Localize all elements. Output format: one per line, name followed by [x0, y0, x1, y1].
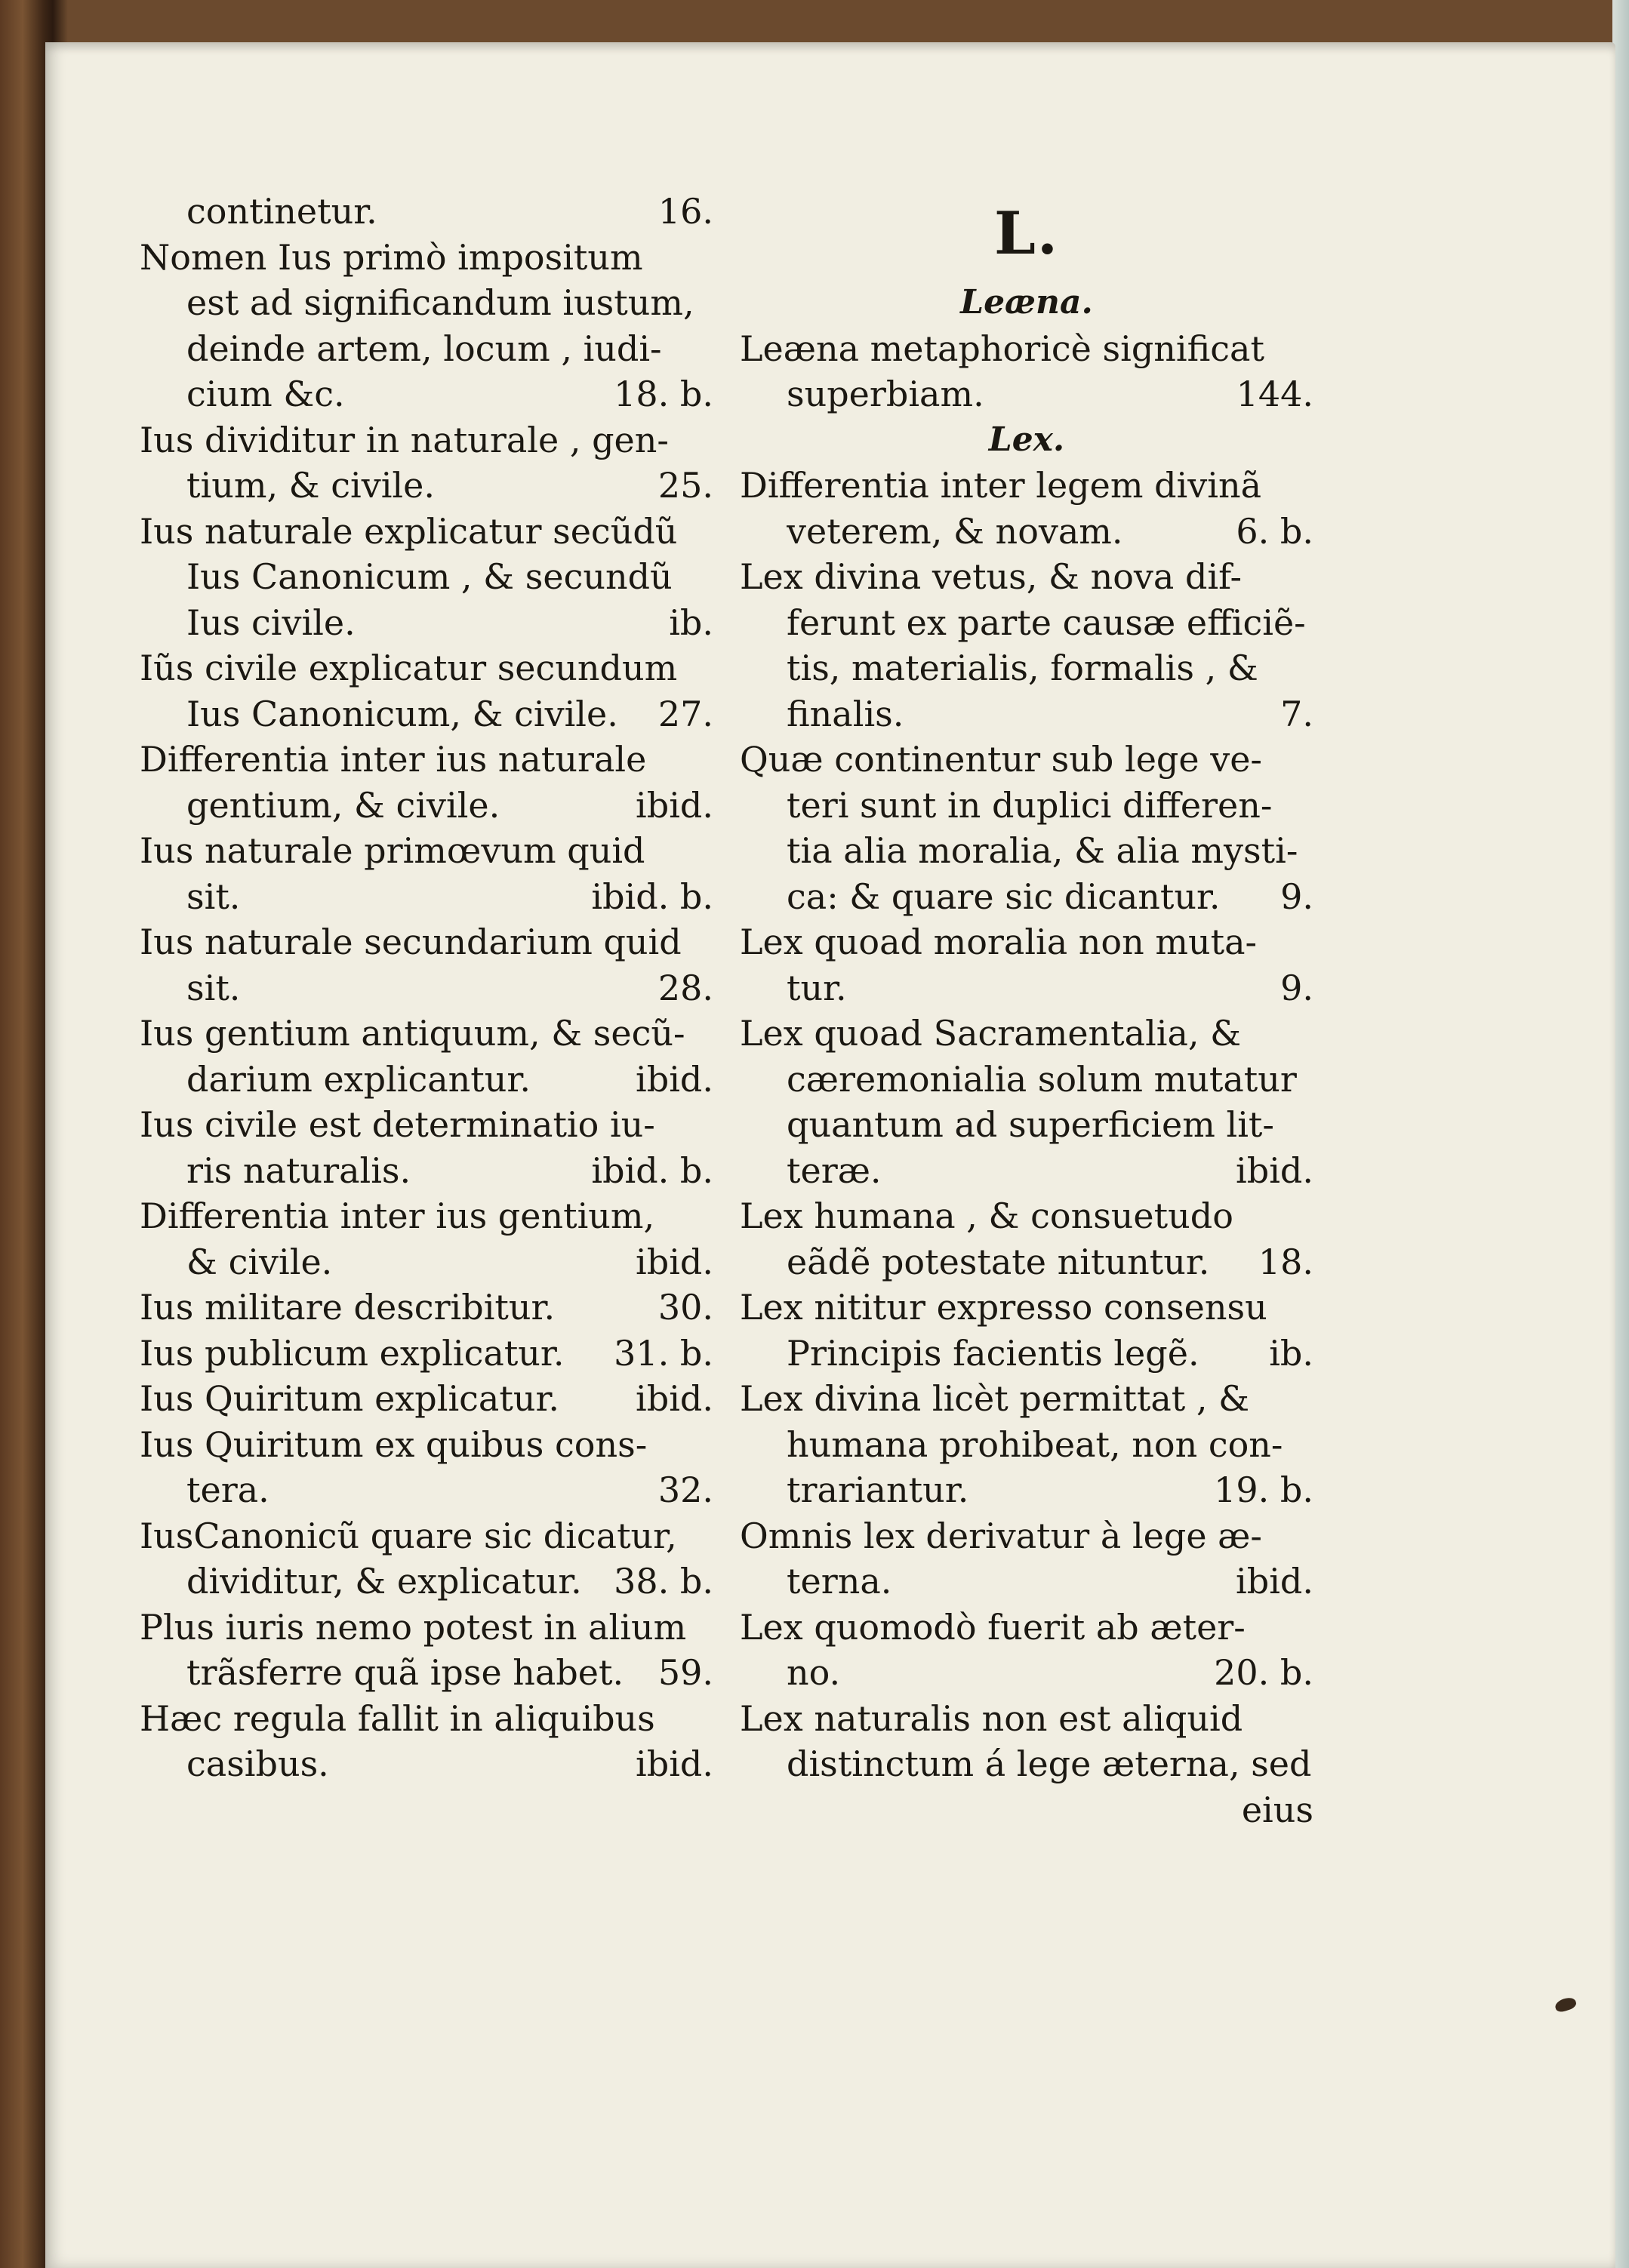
page-reference: 30. [657, 1287, 713, 1328]
entry-text: sit. [186, 876, 241, 917]
index-entry-line [140, 965, 713, 1011]
entry-text: tium, & civile. [186, 465, 435, 506]
index-entry-line [740, 1285, 1313, 1331]
entry-text: terna. [787, 1561, 892, 1602]
entry-text: Nomen Ius primò impositum [140, 236, 643, 278]
catchword [740, 1787, 1313, 1833]
entry-text: tis, materialis, formalis , & [787, 648, 1258, 688]
entry-text: Differentia inter ius gentium, [140, 1196, 655, 1236]
entry-subheading [740, 280, 1313, 326]
index-entry-line [740, 371, 1313, 417]
page-reference: ibid. [1236, 1561, 1313, 1602]
index-entry-line [740, 1331, 1313, 1377]
entry-text: Ius Canonicum, & civile. [186, 693, 618, 734]
page-reference: 7. [1280, 693, 1313, 734]
page-reference: 32. [657, 1469, 713, 1510]
page-reference: 18. [1258, 1241, 1313, 1282]
entry-text: tur. [787, 967, 847, 1008]
entry-text: quantum ad superficiem lit- [787, 1104, 1274, 1145]
index-entry-line [140, 1650, 713, 1696]
entry-text: Quæ continentur sub lege ve- [740, 739, 1262, 780]
page-reference: ibid. [636, 784, 713, 826]
page-reference: 20. b. [1214, 1652, 1313, 1693]
index-entry-line [740, 1513, 1313, 1559]
page-reference: ibid. [636, 1378, 713, 1419]
index-entry-line [740, 1193, 1313, 1239]
index-entry-line [140, 463, 713, 509]
page-reference: ibid. [636, 1058, 713, 1100]
entry-text: veterem, & novam. [787, 510, 1123, 552]
entry-text: casibus. [186, 1743, 329, 1784]
page-reference: ibid. [636, 1743, 713, 1784]
index-entry-line [740, 600, 1313, 646]
entry-text: Lex quomodò fuerit ab æter- [740, 1606, 1246, 1648]
entry-text: est ad significandum iustum, [186, 282, 694, 323]
index-entry-line [140, 371, 713, 417]
entry-text: cium &c. [186, 374, 345, 414]
entry-text: Ius dividitur in naturale , gen- [140, 419, 669, 460]
index-entry-line [140, 874, 713, 920]
entry-text: Lex quoad moralia non muta- [740, 922, 1258, 962]
index-entry-line [740, 1696, 1313, 1742]
page-reference: ib. [1269, 1332, 1313, 1374]
index-entry-line [140, 737, 713, 783]
entry-text: Ius Quiritum ex quibus cons- [140, 1423, 648, 1465]
index-entry-line [740, 1650, 1313, 1696]
index-entry-line [140, 1102, 713, 1148]
index-entry-line [140, 1057, 713, 1103]
entry-text: ferunt ex parte causæ efficiẽ- [787, 602, 1306, 643]
page-reference: ibid. [636, 1241, 713, 1282]
entry-text: humana prohibeat, non con- [787, 1423, 1283, 1465]
index-entry-line [740, 737, 1313, 783]
entry-text: eãdẽ potestate nituntur. [787, 1241, 1210, 1282]
entry-text: Lex divina licèt permittat , & [740, 1378, 1250, 1419]
entry-text: tia alia moralia, & alia mysti- [787, 830, 1298, 871]
page-reference: 31. b. [614, 1332, 713, 1374]
entry-text: Ius naturale secundarium quid [140, 922, 682, 962]
index-entry-line [140, 326, 713, 372]
index-entry-line [140, 280, 713, 326]
entry-text: distinctum á lege æterna, sed [787, 1743, 1312, 1784]
index-entry-line [140, 1422, 713, 1468]
index-entry-line [740, 463, 1313, 509]
index-entry-line [740, 1011, 1313, 1057]
entry-subheading [740, 417, 1313, 463]
entry-text: teri sunt in duplici differen- [787, 784, 1273, 826]
index-entry-line [740, 1239, 1313, 1285]
entry-text: dividitur, & explicatur. [186, 1561, 582, 1602]
index-entry-line [740, 828, 1313, 874]
index-entry-line [140, 1193, 713, 1239]
entry-text: Ius civile est determinatio iu- [140, 1104, 655, 1145]
index-entry-line [740, 1605, 1313, 1651]
entry-text: Ius publicum explicatur. [140, 1332, 565, 1374]
entry-text: Lex divina vetus, & nova dif- [740, 556, 1243, 597]
index-entry-line [740, 1422, 1313, 1468]
index-entry-line [740, 1467, 1313, 1513]
page-reference: 9. [1280, 967, 1313, 1008]
index-column-left [140, 189, 713, 1787]
index-entry-line [140, 1696, 713, 1742]
entry-text: continetur. [186, 191, 377, 232]
entry-text: Omnis lex derivatur à lege æ- [740, 1515, 1262, 1556]
entry-text: Differentia inter ius naturale [140, 739, 647, 780]
index-entry-line [140, 783, 713, 829]
index-entry-line [140, 1331, 713, 1377]
index-entry-line [140, 1239, 713, 1285]
entry-text: tera. [186, 1469, 269, 1510]
index-entry-line [140, 554, 713, 600]
entry-text: Hæc regula fallit in aliquibus [140, 1697, 655, 1739]
entry-text: superbiam. [787, 374, 984, 414]
index-entry-line [140, 828, 713, 874]
index-entry-line [140, 189, 713, 235]
page-reference: ib. [669, 602, 713, 643]
page-reference: 28. [657, 967, 713, 1008]
page-reference: 9. [1280, 876, 1313, 917]
index-entry-line [740, 783, 1313, 829]
entry-text: deinde artem, locum , iudi- [186, 328, 662, 369]
index-entry-line [140, 691, 713, 737]
entry-text: Ius civile. [186, 602, 356, 643]
index-entry-line [740, 326, 1313, 372]
index-entry-line [740, 1741, 1313, 1787]
page-reference: 59. [657, 1652, 713, 1693]
index-entry-line [740, 874, 1313, 920]
index-entry-line [140, 1605, 713, 1651]
index-entry-line [140, 1148, 713, 1194]
index-entry-line [740, 645, 1313, 691]
section-letter: L. [994, 199, 1059, 269]
index-entry-line [140, 1376, 713, 1422]
entry-text: teræ. [787, 1149, 882, 1191]
entry-text: Plus iuris nemo potest in alium [140, 1606, 687, 1648]
index-entry-line [140, 919, 713, 965]
entry-text: gentium, & civile. [186, 784, 500, 826]
index-entry-line [140, 235, 713, 281]
entry-text: sit. [186, 967, 241, 1008]
index-entry-line [740, 1376, 1313, 1422]
index-entry-line [740, 965, 1313, 1011]
page-reference: 16. [657, 191, 713, 232]
entry-text: darium explicantur. [186, 1058, 531, 1100]
index-entry-line [140, 1285, 713, 1331]
entry-text: no. [787, 1652, 841, 1693]
catchword-text: eius [1241, 1789, 1313, 1830]
entry-text: trãsferre quã ipse habet. [186, 1652, 624, 1693]
page-reference: 6. b. [1236, 510, 1313, 552]
entry-text: Ius Quiritum explicatur. [140, 1378, 560, 1419]
page-reference: ibid. [1236, 1149, 1313, 1191]
entry-text: Iũs civile explicatur secundum [140, 648, 678, 688]
index-entry-line [740, 1057, 1313, 1103]
index-entry-line [740, 554, 1313, 600]
entry-text: & civile. [186, 1241, 333, 1282]
index-column-right [740, 189, 1313, 1833]
index-entry-line [140, 509, 713, 555]
index-entry-line [740, 509, 1313, 555]
index-entry-line [140, 600, 713, 646]
index-entry-line [140, 417, 713, 463]
entry-text: Leæna metaphoricè significat [740, 328, 1264, 369]
entry-text: Lex nititur expresso consensu [740, 1287, 1267, 1328]
index-entry-line [740, 1102, 1313, 1148]
page-reference: 144. [1236, 374, 1313, 414]
index-entry-line [140, 645, 713, 691]
entry-text: Lex naturalis non est aliquid [740, 1697, 1243, 1739]
page-reference: 38. b. [614, 1561, 713, 1602]
entry-text: Lex humana , & consuetudo [740, 1196, 1233, 1236]
entry-text: cæremonialia solum mutatur [787, 1058, 1297, 1100]
section-heading [740, 189, 1313, 280]
index-entry-line [140, 1011, 713, 1057]
index-entry-line [140, 1741, 713, 1787]
page-reference: 19. b. [1214, 1469, 1313, 1510]
index-entry-line [140, 1513, 713, 1559]
index-entry-line [740, 919, 1313, 965]
entry-text: Principis facientis legẽ. [787, 1332, 1199, 1374]
index-entry-line [740, 1559, 1313, 1605]
index-entry-line [140, 1467, 713, 1513]
entry-text: Differentia inter legem divinã [740, 465, 1261, 506]
entry-text: Ius militare describitur. [140, 1287, 556, 1328]
entry-text: ris naturalis. [186, 1149, 411, 1191]
entry-text: Ius naturale explicatur secũdũ [140, 510, 678, 552]
entry-text: ca: & quare sic dicantur. [787, 876, 1221, 917]
page-reference: ibid. b. [591, 876, 713, 917]
subheading-text: Leæna. [960, 283, 1093, 322]
page-reference: ibid. b. [591, 1149, 713, 1191]
subheading-text: Lex. [988, 420, 1065, 459]
entry-text: Ius Canonicum , & secundũ [186, 556, 673, 597]
index-entry-line [740, 1148, 1313, 1194]
entry-text: Lex quoad Sacramentalia, & [740, 1013, 1242, 1054]
page-reference: 18. b. [614, 374, 713, 414]
entry-text: finalis. [787, 693, 904, 734]
page-reference: 25. [657, 465, 713, 506]
entry-text: Ius gentium antiquum, & secũ- [140, 1013, 685, 1054]
page-reference: 27. [657, 693, 713, 734]
entry-text: Ius naturale primœvum quid [140, 830, 645, 871]
index-entry-line [740, 691, 1313, 737]
entry-text: trariantur. [787, 1469, 969, 1510]
entry-text: IusCanonicũ quare sic dicatur, [140, 1515, 677, 1556]
index-entry-line [140, 1559, 713, 1605]
